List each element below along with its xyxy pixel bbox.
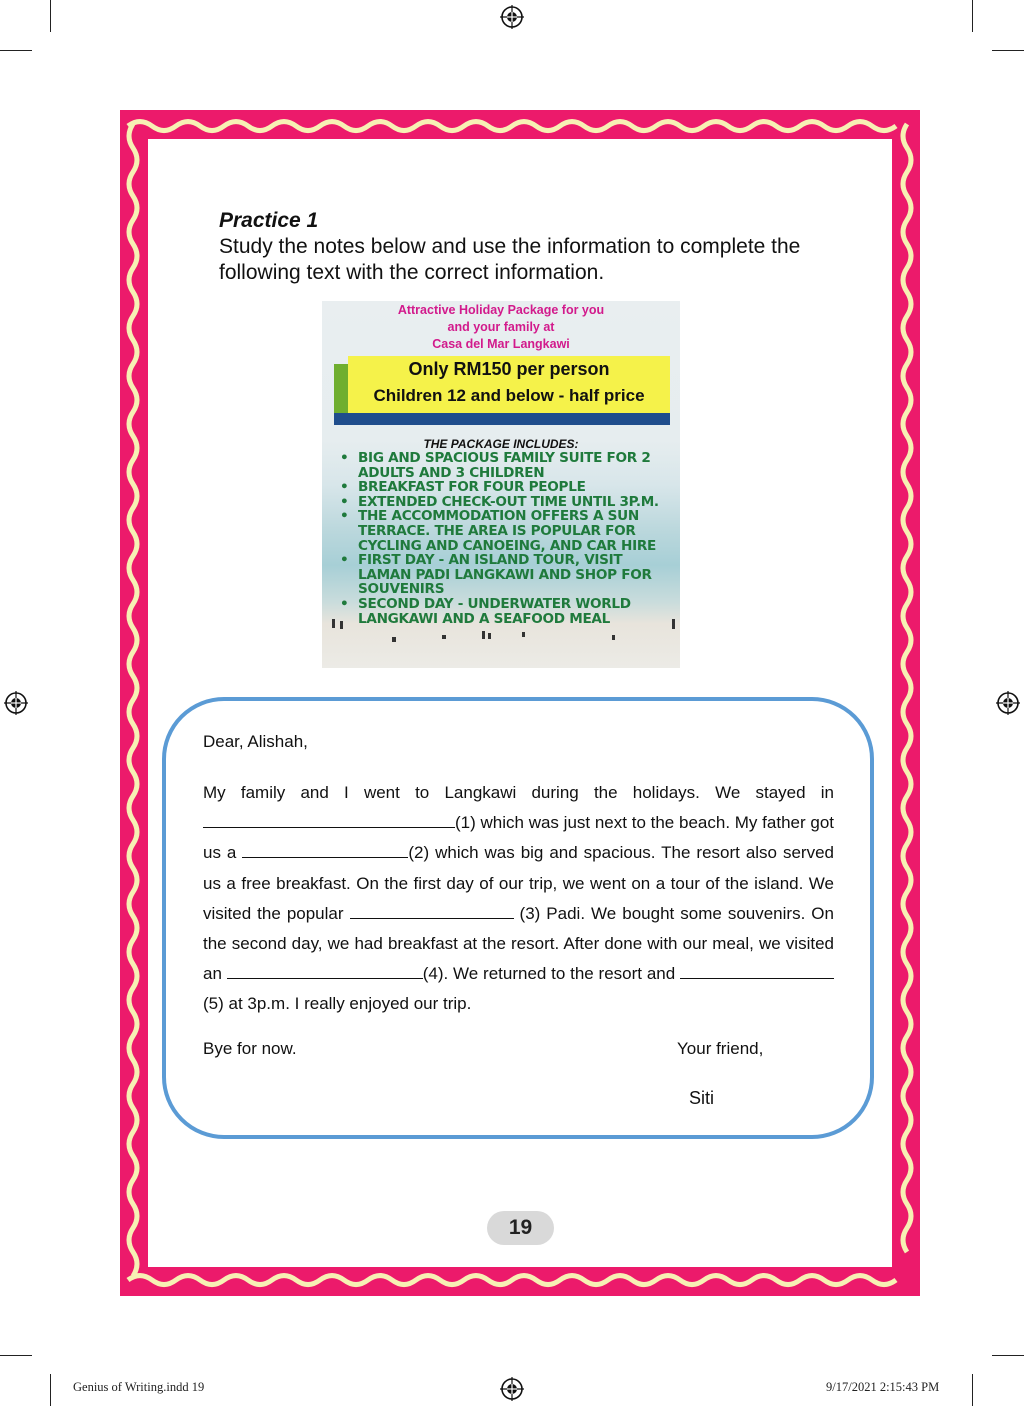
list-item: • BREAKFAST FOR FOUR PEOPLE — [340, 479, 586, 496]
blank-2[interactable] — [242, 843, 408, 858]
blank-5[interactable] — [680, 964, 834, 979]
slug-timestamp: 9/17/2021 2:15:43 PM — [826, 1380, 940, 1394]
letter-text: (2) which was big and spacious. The resort also served us a free breakfast. On the first day of our trip, we went on a tour of the island. We visited the popular — [203, 843, 834, 923]
package-list — [334, 451, 674, 626]
holiday-package-flyer — [322, 301, 680, 668]
crop-mark — [50, 0, 51, 32]
crop-mark — [0, 1355, 32, 1356]
instruction-text: Study the notes below and use the information to complete the following text with the correct information. — [219, 235, 801, 284]
letter-text: (5) at 3p.m. I really enjoyed our trip. — [203, 994, 472, 1014]
list-item: • FIRST DAY - AN ISLAND TOUR, VISIT LAMAN PADI LANGKAWI AND SHOP FOR SOUVENIRS — [340, 552, 652, 598]
beach-people-illustration — [322, 601, 680, 668]
list-item: • BIG AND SPACIOUS FAMILY SUITE FOR 2 ADULTS AND 3 CHILDREN — [340, 450, 651, 481]
letter-text: My family and I went to Langkawi during the holidays. We stayed in — [203, 783, 834, 802]
letter-body — [203, 778, 834, 1020]
page-number: 19 — [487, 1211, 554, 1245]
letter-closing: Bye for now. — [203, 1039, 297, 1058]
letter-text: (4). We returned to the resort and — [422, 964, 676, 984]
crop-mark — [0, 50, 32, 51]
practice-title: Practice 1 — [219, 209, 319, 232]
letter-text: (3) Padi. We bought some souvenirs. On the second day, we had breakfast at the resort. After done with our meal, we visited an — [203, 903, 834, 984]
crop-mark — [50, 1374, 51, 1406]
flyer-heading-line: Casa del Mar Langkawi — [432, 337, 570, 351]
list-item: • EXTENDED CHECK-OUT TIME UNTIL 3P.M. — [340, 493, 659, 510]
package-includes-title: THE PACKAGE INCLUDES: — [423, 437, 579, 451]
banner-bottom — [334, 413, 670, 425]
children-price-text: Children 12 and below - half price — [373, 386, 645, 405]
price-text: Only RM150 per person — [408, 359, 610, 379]
crop-mark — [972, 1374, 973, 1406]
blank-1[interactable] — [203, 813, 455, 828]
letter-salutation: Dear, Alishah, — [203, 732, 308, 751]
slug-filename: Genius of Writing.indd 19 — [73, 1380, 205, 1394]
letter-signer: Siti — [689, 1088, 715, 1108]
crop-mark — [972, 0, 973, 32]
flyer-heading-line: Attractive Holiday Package for you — [397, 303, 605, 317]
registration-mark-icon — [996, 691, 1020, 715]
registration-mark-icon — [500, 5, 524, 29]
letter-signoff: Your friend, — [677, 1039, 764, 1058]
list-item: • SECOND DAY - UNDERWATER WORLD LANGKAWI AND A SEAFOOD MEAL — [340, 595, 631, 627]
flyer-heading-line: and your family at — [447, 320, 555, 334]
crop-mark — [992, 1355, 1024, 1356]
blank-4[interactable] — [227, 964, 423, 979]
registration-mark-icon — [4, 691, 28, 715]
crop-mark — [992, 50, 1024, 51]
blank-3[interactable] — [350, 904, 514, 919]
letter-text: (1) which was just next to the beach. My father got us a — [203, 813, 834, 863]
flyer-heading — [322, 302, 680, 353]
registration-mark-icon — [500, 1377, 524, 1401]
list-item: • THE ACCOMMODATION OFFERS A SUN TERRACE. THE AREA IS POPULAR FOR CYCLING AND CANOEING, AND CAR HIRE — [340, 508, 657, 554]
